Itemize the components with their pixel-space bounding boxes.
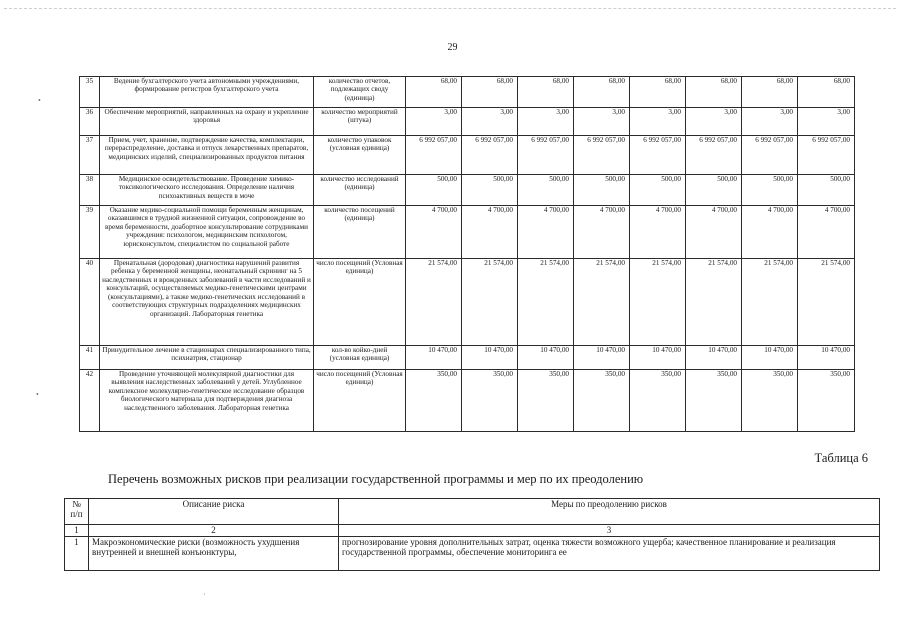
value-cell: 4 700,00	[406, 206, 462, 259]
value-cell: 3,00	[742, 108, 798, 136]
value-cell: 4 700,00	[798, 206, 855, 259]
service-description: Оказание медико-социальной помощи беременным женщинам, оказавшимся в трудной жизненной ситуации, сопровождение во время беременности, доабортное консультирование сотрудниками учреждения: психологом, медицинским психологом, юрисконсультом, специалистом по социальной работе	[100, 206, 314, 259]
table-row	[80, 77, 855, 108]
value-cell: 500,00	[518, 175, 574, 206]
value-cell: 21 574,00	[630, 259, 686, 346]
value-cell: 500,00	[798, 175, 855, 206]
measure-unit: количество упаковок (условная единица)	[314, 136, 406, 175]
row-number: 38	[80, 175, 100, 206]
value-cell: 21 574,00	[462, 259, 518, 346]
value-cell: 6 992 057,00	[574, 136, 630, 175]
value-cell: 4 700,00	[686, 206, 742, 259]
value-cell: 3,00	[574, 108, 630, 136]
service-description: Обеспечение мероприятий, направленных на охрану и укрепление здоровья	[100, 108, 314, 136]
services-table	[79, 76, 855, 432]
page-edge-line	[4, 8, 896, 9]
value-cell: 6 992 057,00	[518, 136, 574, 175]
value-cell: 4 700,00	[630, 206, 686, 259]
service-description: Проведение уточняющей молекулярной диагностики для выявления наследственных заболеваний у детей. Углубленное комплексное молекулярно-генетическое исследование образцов биологического материала для подтверждения диагноза наследственного заболевания. Лабораторная генетика	[100, 370, 314, 432]
table-row	[80, 346, 855, 370]
measure-unit: количество исследований (единица)	[314, 175, 406, 206]
table-label: Таблица 6	[814, 451, 868, 465]
value-cell: 4 700,00	[574, 206, 630, 259]
value-cell: 68,00	[518, 77, 574, 108]
service-description: Прием, учет, хранение, подтверждение качества, комплектации, перераспределение, доставка и отпуск лекарственных препаратов, медицинских изделий, специализированных продуктов питания	[100, 136, 314, 175]
risk-description: Макроэкономические риски (возможность ухудшения внутренней и внешней конъюнктуры,	[89, 537, 339, 571]
header-measures: Меры по преодолению рисков	[339, 499, 880, 525]
risks-table	[64, 498, 880, 571]
risks-table-title: Перечень возможных рисков при реализации государственной программы и мер по их преодолению	[108, 472, 644, 486]
table-row	[80, 136, 855, 175]
index-cell: 1	[65, 525, 89, 537]
measure-unit: количество мероприятий (штука)	[314, 108, 406, 136]
value-cell: 68,00	[574, 77, 630, 108]
value-cell: 68,00	[686, 77, 742, 108]
value-cell: 21 574,00	[798, 259, 855, 346]
value-cell: 3,00	[406, 108, 462, 136]
value-cell: 3,00	[630, 108, 686, 136]
value-cell: 4 700,00	[742, 206, 798, 259]
value-cell: 10 470,00	[798, 346, 855, 370]
value-cell: 10 470,00	[686, 346, 742, 370]
service-description: Ведение бухгалтерского учета автономными учреждениями, формирование регистров бухгалтерского учета	[100, 77, 314, 108]
value-cell: 6 992 057,00	[798, 136, 855, 175]
value-cell: 4 700,00	[462, 206, 518, 259]
value-cell: 350,00	[686, 370, 742, 432]
table-row	[80, 175, 855, 206]
value-cell: 500,00	[742, 175, 798, 206]
index-cell: 2	[89, 525, 339, 537]
index-cell: 3	[339, 525, 880, 537]
value-cell: 68,00	[406, 77, 462, 108]
table-row	[80, 259, 855, 346]
value-cell: 6 992 057,00	[686, 136, 742, 175]
table-row	[80, 108, 855, 136]
risks-table-header	[65, 499, 880, 525]
value-cell: 10 470,00	[742, 346, 798, 370]
value-cell: 500,00	[462, 175, 518, 206]
value-cell: 21 574,00	[518, 259, 574, 346]
row-number: 36	[80, 108, 100, 136]
value-cell: 500,00	[630, 175, 686, 206]
service-description: Пренатальная (дородовая) диагностика нарушений развития ребенка у беременной женщины, неонатальный скрининг на 5 наследственных и врожденных заболеваний в части исследований и консультаций, осуществляемых медико-генетическими центрами (консультациями), а также медико-генетических исследований в соответствующих структурных подразделениях медицинских организаций. Лабораторная генетика	[100, 259, 314, 346]
table-row	[65, 537, 880, 571]
table-row	[80, 206, 855, 259]
value-cell: 10 470,00	[574, 346, 630, 370]
services-table-body	[80, 77, 855, 432]
value-cell: 6 992 057,00	[742, 136, 798, 175]
measure-unit: количество посещений (единица)	[314, 206, 406, 259]
measure-unit: число посещений (Условная единица)	[314, 259, 406, 346]
value-cell: 350,00	[406, 370, 462, 432]
value-cell: 3,00	[462, 108, 518, 136]
measure-unit: количество отчетов, подлежащих своду (единица)	[314, 77, 406, 108]
value-cell: 21 574,00	[686, 259, 742, 346]
value-cell: 10 470,00	[630, 346, 686, 370]
value-cell: 21 574,00	[742, 259, 798, 346]
header-risk: Описание риска	[89, 499, 339, 525]
value-cell: 68,00	[462, 77, 518, 108]
value-cell: 6 992 057,00	[462, 136, 518, 175]
value-cell: 3,00	[686, 108, 742, 136]
measure-unit: число посещений (Условная единица)	[314, 370, 406, 432]
value-cell: 350,00	[462, 370, 518, 432]
value-cell: 350,00	[518, 370, 574, 432]
value-cell: 3,00	[798, 108, 855, 136]
value-cell: 21 574,00	[574, 259, 630, 346]
value-cell: 10 470,00	[518, 346, 574, 370]
value-cell: 350,00	[630, 370, 686, 432]
value-cell: 68,00	[630, 77, 686, 108]
value-cell: 500,00	[574, 175, 630, 206]
scan-speck: ·	[203, 590, 206, 599]
value-cell: 350,00	[742, 370, 798, 432]
row-number: 37	[80, 136, 100, 175]
table-row	[80, 370, 855, 432]
value-cell: 10 470,00	[462, 346, 518, 370]
value-cell: 6 992 057,00	[406, 136, 462, 175]
value-cell: 21 574,00	[406, 259, 462, 346]
row-number: 35	[80, 77, 100, 108]
scan-speck: •	[38, 96, 41, 105]
row-number: 39	[80, 206, 100, 259]
risks-table-index-row	[65, 525, 880, 537]
value-cell: 350,00	[798, 370, 855, 432]
value-cell: 6 992 057,00	[630, 136, 686, 175]
value-cell: 4 700,00	[518, 206, 574, 259]
value-cell: 500,00	[406, 175, 462, 206]
service-description: Принудительное лечение в стационарах специализированного типа, психиатрия, стационар	[100, 346, 314, 370]
header-no: № п/п	[65, 499, 89, 525]
value-cell: 350,00	[574, 370, 630, 432]
value-cell: 68,00	[798, 77, 855, 108]
value-cell: 10 470,00	[406, 346, 462, 370]
risk-measures: прогнозирование уровня дополнительных затрат, оценка тяжести возможного ущерба; качественное планирование и реализация государственной программы, обеспечение мониторинга ее	[339, 537, 880, 571]
row-number: 41	[80, 346, 100, 370]
risk-no: 1	[65, 537, 89, 571]
service-description: Медицинское освидетельствование. Проведение химико-токсикологического исследования. Определение наличия психоактивных веществ в моче	[100, 175, 314, 206]
row-number: 42	[80, 370, 100, 432]
value-cell: 68,00	[742, 77, 798, 108]
page-number: 29	[447, 42, 458, 53]
measure-unit: кол-во койко-дней (условная единица)	[314, 346, 406, 370]
value-cell: 3,00	[518, 108, 574, 136]
row-number: 40	[80, 259, 100, 346]
value-cell: 500,00	[686, 175, 742, 206]
scan-speck: •	[36, 390, 39, 399]
